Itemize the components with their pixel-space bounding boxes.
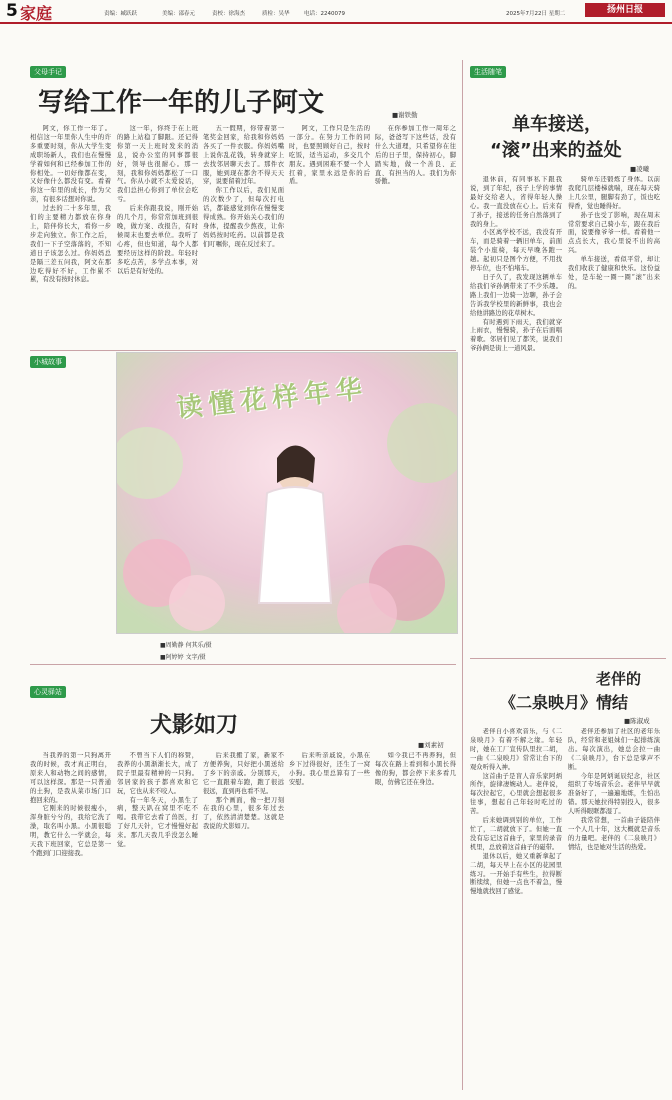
article1-tag: 父母手记: [30, 66, 66, 78]
art-label: 美编：邵春元: [162, 11, 196, 17]
article4-title-line1: 老伴的: [596, 670, 642, 688]
article3-col-3: 后来我搬了家，新家不方便养狗，只好把小黑送给了乡下的亲戚。分别那天，它一直跟着车跑，跑了很远很远，直到再也看不见。 那个画面，像一把刀刻在我的心里，很多年过去了，依然清清楚楚。这就是我说的犬影如刀。: [203, 752, 284, 831]
article1-col-3: 五一假期，你带着第一笔奖金回家，给我和你妈妈各买了一件衣服。你妈妈嘴上说你乱花钱，转身就穿上去找邻居聊天去了。那件衣服，她到现在都舍不得天天穿，说要留着过年。 你工作以后，我们见面的次数少了，但每次打电话，都能感觉到你在慢慢变得成熟。你开始关心我们的身体，提醒我少熬夜，让你妈妈按时吃药。以前都是我们叮嘱你，现在反过来了。: [203, 125, 284, 248]
editor-label: 责编：臧跃跃: [104, 11, 138, 17]
section-rule-3: [470, 658, 666, 659]
article1-col-5: 在你参加工作一周年之际，爸爸写下这些话，没有什么大道理，只希望你在往后的日子里，保持初心，脚踏实地，做一个善良、正直、有担当的人。我们为你骄傲。: [375, 125, 456, 186]
text-credit: ■阿婷婷 文字/摄: [160, 654, 206, 661]
article3-tag: 心灵驿站: [30, 686, 66, 698]
article2-tag: 生活随笔: [470, 66, 506, 78]
photo-feature-title: 读懂花样年华: [175, 374, 370, 424]
article1-col-1: 阿文，你工作一年了。相信这一年里你人生中的许多重要时刻，你从大学生变成职场新人，我们也在慢慢学着如何和已经参加工作的你相处。一切好像都在变，又好像什么都没有变。看着你这一年里的成长，作为父亲，有很多话想对你说。 过去的二十多年里，我们的主要精力都放在你身上，陪伴你长大，看你一步步走向独立。你工作之后，我们一下子空落落的，不知道日子该怎么过。你妈妈总是隔三差五问我，阿文在那边吃得好不好，工作累不累，有没有按时休息。: [30, 125, 111, 284]
photo-feature-tag: 小城故事: [30, 356, 66, 368]
article1-title: 写给工作一年的儿子阿文: [38, 88, 325, 118]
article3-col-2: 不曾当下人们的称赞，我养的小黑渐渐长大，成了院子里最有精神的一只狗。邻居家的孩子都喜欢和它玩，它也从来不咬人。 有一年冬天，小黑生了病，整天趴在窝里不吃不喝。我带它去看了兽医，打了好几天针，它才慢慢好起来。那几天我几乎没怎么睡觉。: [117, 752, 198, 849]
column-divider: [462, 60, 463, 1090]
article2-col-2: 骑单车还锻炼了身体。以前我爬几层楼梯就喘，现在每天骑上几公里，腿脚有劲了，饭也吃得香，觉也睡得好。 孙子也受了影响，现在周末常常要求自己骑小车，跟在我后面，说要像爷爷一样。看着他一点点长大，我心里说不出的高兴。 单车接送，看似平常，却让我们收获了健康和快乐。这份益处，是车轮一圈一圈“滚”出来的。: [568, 176, 660, 290]
paper-logo: 扬州日报: [585, 3, 665, 17]
page-number: 5: [6, 1, 18, 21]
photo-credit: ■周勤静 何其乐/摄: [160, 642, 212, 649]
article1-byline: ■谢铁勤: [392, 111, 418, 119]
article1-col-4: 阿文，工作只是生活的一部分。在努力工作的同时，也要照顾好自己，按时吃饭，适当运动，多交几个朋友。遇到困难不要一个人扛着，家里永远是你的后盾。: [289, 125, 370, 186]
date-label: 2025年7月22日 星期二: [506, 11, 566, 17]
article3-title: 犬影如刀: [150, 713, 239, 738]
article4-col-2: 老伴还参加了社区的老年乐队，经常和老姐妹们一起排练演出。每次演出，她总会拉一曲《二泉映月》，台下总是掌声不断。 今年是阿炳诞辰纪念，社区组织了专场音乐会。老伴早早就准备好了，一遍遍地练，生怕出错。那天她拉得特别投入，很多人听得眼眶都湿了。 我常常想，一首曲子能陪伴一个人几十年，这大概就是音乐的力量吧。老伴的《二泉映月》情结，也是她对生活的热爱。: [568, 728, 660, 851]
quality-label: 质检：吴华: [262, 11, 290, 17]
section-rule-2: [30, 664, 456, 665]
article3-col-5: 如今我已不再养狗，但每次在路上看到和小黑长得像的狗，都会停下来多看几眼，仿佛它还在身边。: [375, 752, 456, 786]
article4-byline: ■陈淑成: [624, 717, 650, 725]
article2-col-1: 退休前，有同事私下跟我说，到了年纪，孩子上学的事情最好交给老人，省得年轻人操心。我一直没放在心上。后来有了孙子，接送的任务自然落到了我的身上。 小区离学校不远，我没有开车，而是骑着一辆旧单车，前面装个小座椅，每天早晚各跑一趟。起初只是图个方便，不用找停车位，也不怕堵车。 日子久了，我发现这辆单车给我们爷孙俩带来了不少乐趣。路上我们一边骑一边聊，孙子会告诉我学校里的新鲜事，我也会给他讲路边的花草树木。 有时遇到下雨天，我们就穿上雨衣，慢慢骑，孙子在后面唱着歌。邻居们见了都笑，说我们爷孙俩是街上一道风景。: [470, 176, 562, 353]
article4-title-line2: 《二泉映月》情结: [500, 693, 629, 712]
article3-col-4: 后来听亲戚说，小黑在乡下过得很好，还生了一窝小狗。我心里总算有了一些安慰。: [289, 752, 370, 786]
phone-label: 电话：2240079: [304, 11, 345, 17]
section-rule-1: [30, 350, 456, 351]
section-name: 家庭: [20, 4, 53, 23]
article2-byline: ■凌曦: [630, 165, 650, 173]
article4-col-1: 老伴自小喜欢音乐，与《二泉映月》有着不解之缘。年轻时，她在工厂宣传队里拉二胡，一曲《二泉映月》常常让台下的观众听得入神。 这首曲子是盲人音乐家阿炳所作，旋律凄婉动人。老伴说，每次拉起它，心里就会想起很多往事，想起自己年轻时吃过的苦。 后来她调到别的单位，工作忙了，二胡就放下了。但她一直没有忘记这首曲子，家里的录音机里，总放着这首曲子的磁带。 退休以后，她又重新拿起了二胡，每天早上在小区的花园里练习。一开始手有些生，拉得断断续续，但她一点也不着急，慢慢地就找回了感觉。: [470, 728, 562, 896]
article2-title-line2: “滚”出来的益处: [490, 140, 622, 161]
article3-byline: ■刘素初: [418, 741, 444, 749]
article3-col-1: 当我养的第一只狗离开我的时候，我才真正明白，原来人和动物之间的感情，可以这样深。那是一只普通的土狗，是我从菜市场门口抱回来的。 它刚来的时候很瘦小，浑身脏兮兮的，我给它洗了澡，取名叫小黑。小黑很聪明，教它什么一学就会，每天我下班回家，它总是第一个跑到门口迎接我。: [30, 752, 111, 857]
article1-col-2: 这一年，你终于在上班的路上站稳了脚跟。还记得你第一天上班时发来的消息，说办公室的同事都很好，领导也很耐心。那一刻，我和你妈妈都松了一口气。你从小就不太爱说话，我们总担心你到了单位会吃亏。 后来你跟我说，刚开始的几个月，你常常加班到很晚，做方案、改报告，有时候周末也要去单位。我听了心疼，但也知道，每个人都要经历这样的阶段。年轻时多吃点苦，多学点本事，对以后是有好处的。: [117, 125, 198, 275]
article2-title-line1: 单车接送，: [512, 114, 602, 135]
proof-label: 责校：徐海杰: [212, 11, 246, 17]
